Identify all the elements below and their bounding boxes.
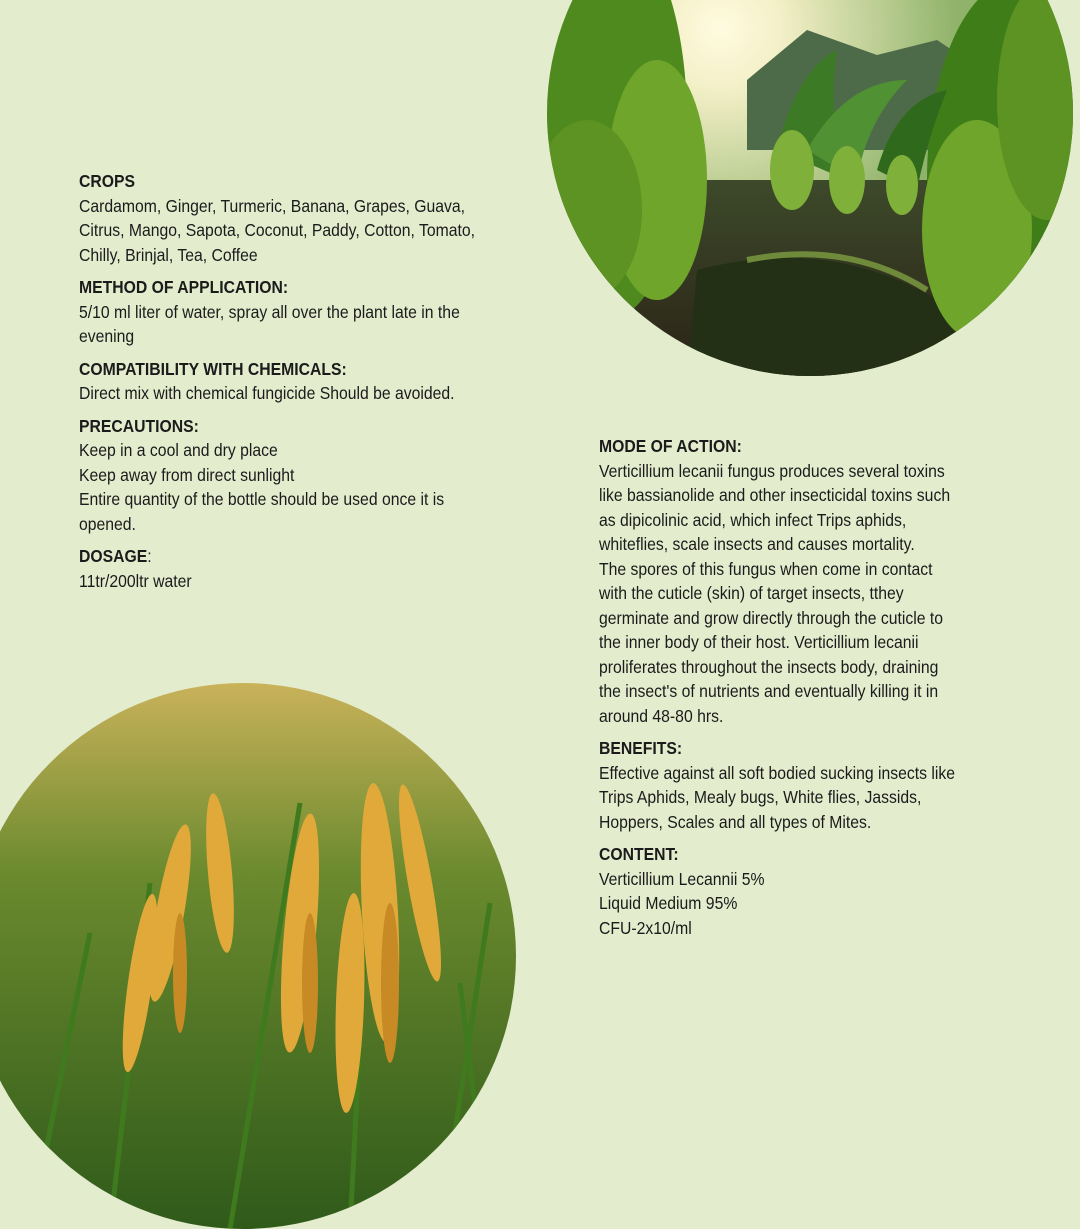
crops-line: Chilly, Brinjal, Tea, Coffee: [79, 244, 258, 265]
method-heading: METHOD OF APPLICATION:: [79, 277, 289, 297]
benefits-text: [599, 761, 1002, 835]
benefits-section: [599, 736, 1002, 834]
benefits-line: Trips Aphids, Mealy bugs, White flies, Jassids,: [599, 787, 922, 807]
method-line: 5/10 ml liter of water, spray all over the plant late in the: [79, 301, 460, 322]
mode-of-action-line: Verticillium lecanii fungus produces several toxins: [599, 460, 945, 481]
mode-of-action-heading: MODE OF ACTION:: [599, 436, 742, 456]
dosage-heading-line: [79, 544, 511, 569]
compatibility-section: [79, 357, 511, 406]
mode-of-action-line: whiteflies, scale insects and causes mortality.: [599, 534, 915, 554]
crops-text: [79, 194, 511, 268]
dosage-heading: DOSAGE: [79, 546, 148, 566]
dosage-section: [79, 544, 511, 593]
content-line: Verticillium Lecannii 5%: [599, 868, 765, 889]
mode-of-action-line: The spores of this fungus when come in contact: [599, 558, 933, 579]
method-text: [79, 300, 511, 349]
left-info-column: [79, 169, 511, 601]
precautions-line: Keep in a cool and dry place: [79, 440, 278, 460]
crops-heading: CROPS: [79, 171, 136, 191]
mode-of-action-line: the insect's of nutrients and eventually killing it in: [599, 681, 939, 701]
mode-of-action-text: [599, 459, 1002, 729]
mode-of-action-line: like bassianolide and other insecticidal toxins such: [599, 485, 951, 505]
mode-of-action-line: as dipicolinic acid, which infect Trips aphids,: [599, 509, 907, 530]
mode-of-action-line: with the cuticle (skin) of target insects, tthey: [599, 583, 904, 603]
content-text: [599, 867, 1002, 941]
mode-of-action-line: around 48-80 hrs.: [599, 705, 724, 726]
precautions-line: Keep away from direct sunlight: [79, 464, 295, 485]
dosage-heading-colon: :: [147, 546, 152, 566]
content-section: [599, 842, 1002, 940]
right-info-column: [599, 434, 1002, 948]
compatibility-line: Direct mix with chemical fungicide Should be avoided.: [79, 383, 455, 403]
benefits-line: Effective against all soft bodied sucking insects like: [599, 762, 956, 783]
banana-plantation-photo: [547, 0, 1073, 376]
mode-of-action-section: [599, 434, 1002, 728]
content-line: CFU-2x10/ml: [599, 917, 692, 938]
precautions-line: Entire quantity of the bottle should be used once it is: [79, 489, 445, 509]
content-heading: CONTENT:: [599, 844, 679, 864]
crops-line: Citrus, Mango, Sapota, Coconut, Paddy, Cotton, Tomato,: [79, 220, 476, 240]
compatibility-text: [79, 381, 511, 406]
precautions-section: [79, 414, 511, 537]
dosage-text: [79, 569, 511, 594]
compatibility-heading: COMPATIBILITY WITH CHEMICALS:: [79, 358, 347, 379]
method-section: [79, 275, 511, 349]
rice-paddy-photo: [0, 683, 516, 1229]
dosage-line: 11tr/200ltr water: [79, 570, 192, 591]
crops-section: [79, 169, 511, 267]
method-line: evening: [79, 326, 135, 346]
mode-of-action-line: proliferates throughout the insects body, draining: [599, 656, 939, 677]
benefits-line: Hoppers, Scales and all types of Mites.: [599, 811, 872, 832]
mode-of-action-line: germinate and grow directly through the cuticle to: [599, 607, 944, 628]
benefits-heading: BENEFITS:: [599, 738, 683, 758]
crops-line: Cardamom, Ginger, Turmeric, Banana, Grapes, Guava,: [79, 195, 466, 216]
precautions-line: opened.: [79, 513, 136, 534]
precautions-heading: PRECAUTIONS:: [79, 415, 199, 436]
mode-of-action-line: the inner body of their host. Verticillium lecanii: [599, 632, 919, 652]
content-line: Liquid Medium 95%: [599, 893, 738, 913]
precautions-text: [79, 438, 511, 536]
